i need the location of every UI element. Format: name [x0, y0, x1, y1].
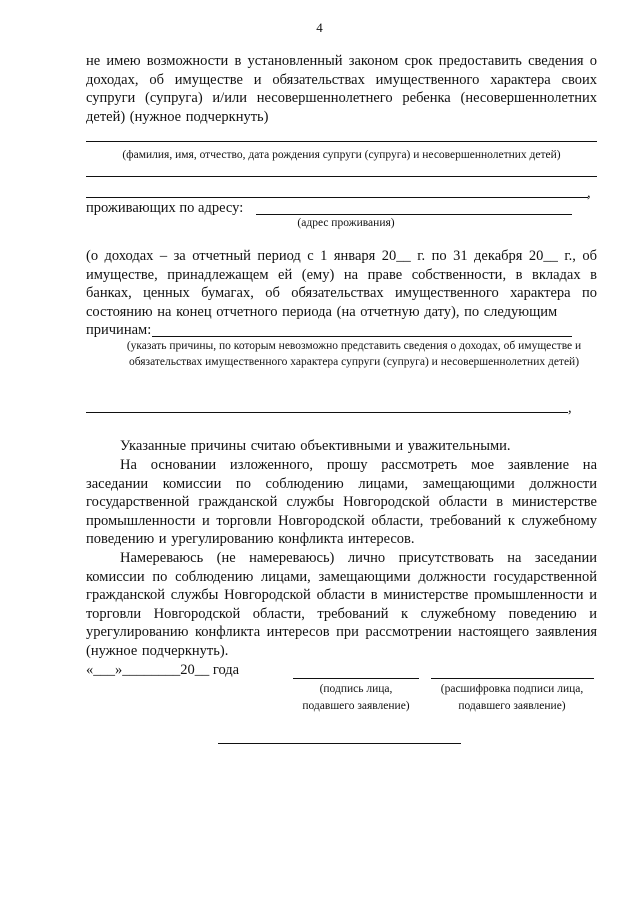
- reasons-fill-line-2: [86, 412, 568, 413]
- family-fill-line-1: [86, 141, 597, 142]
- trailing-comma-2: ,: [568, 400, 572, 416]
- reasons-label: причинам:: [86, 322, 152, 338]
- reasons-fill-line: [152, 336, 572, 337]
- reasons-caption: (указать причины, по которым невозможно представить сведения о доходах, об имуществе и обязательствах имущественного характера супруги (супруга) и несовершеннолетних детей): [126, 340, 582, 368]
- family-caption: (фамилия, имя, отчество, дата рождения супруги (супруга) и несовершеннолетних детей): [122, 149, 561, 161]
- family-fill-line-3: [86, 197, 588, 198]
- income-paragraph: (о доходах – за отчетный период с 1 января 20__ г. по 31 декабря 20__ г., об имуществе, принадлежащем ей (ему) на праве собственности, в вкладах в банках, ценных бумагах, об обязательствах имущественного характера по состоянию на конец отчетного периода (на отчетную дату), по следующим: [86, 248, 597, 320]
- paragraph-reasons-valid-text: Указанные причины считаю объективными и уважительными.: [120, 438, 511, 454]
- paragraph-reasons-valid: [86, 437, 597, 456]
- address-label: проживающих по адресу:: [86, 200, 244, 216]
- address-caption: (адрес проживания): [297, 217, 395, 229]
- decode-caption: (расшифровка подписи лица, подавшего заявление): [440, 683, 584, 712]
- page-number: 4: [316, 20, 323, 35]
- signature-line: [293, 678, 419, 679]
- signature-caption: (подпись лица, подавшего заявление): [302, 683, 410, 712]
- date-line: «___»________20__ года: [86, 662, 240, 678]
- paragraph-request: [86, 456, 597, 549]
- closing-rule: [218, 743, 461, 744]
- paragraph-request-text: На основании изложенного, прошу рассмотреть мое заявление на заседании комиссии по соблюдению лицами, замещающими должности государственной гражданской службы Новгородской области в министерстве промышленности и торговли Новгородской области, требований к служебному поведению и урегулированию конфликта интересов.: [86, 457, 597, 548]
- trailing-comma-1: ,: [587, 185, 591, 201]
- decode-line: [431, 678, 594, 679]
- paragraph-attendance-text: Намереваюсь (не намереваюсь) лично присутствовать на заседании комиссии по соблюдению лицами, замещающими должности государственной гражданской службы Новгородской области в министерстве промышленности и торговли Новгородской области, требований к служебному поведению и урегулированию конфликта интересов при рассмотрении настоящего заявления (нужное подчеркнуть).: [86, 550, 597, 659]
- family-fill-line-2: [86, 176, 597, 177]
- intro-paragraph: не имею возможности в установленный законом срок предоставить сведения о доходах, об имуществе и обязательствах имущественного характера своих супруги (супруга) и/или несовершеннолетнего ребенка (несовершеннолетних детей) (нужное подчеркнуть): [86, 53, 597, 125]
- paragraph-attendance: [86, 549, 597, 661]
